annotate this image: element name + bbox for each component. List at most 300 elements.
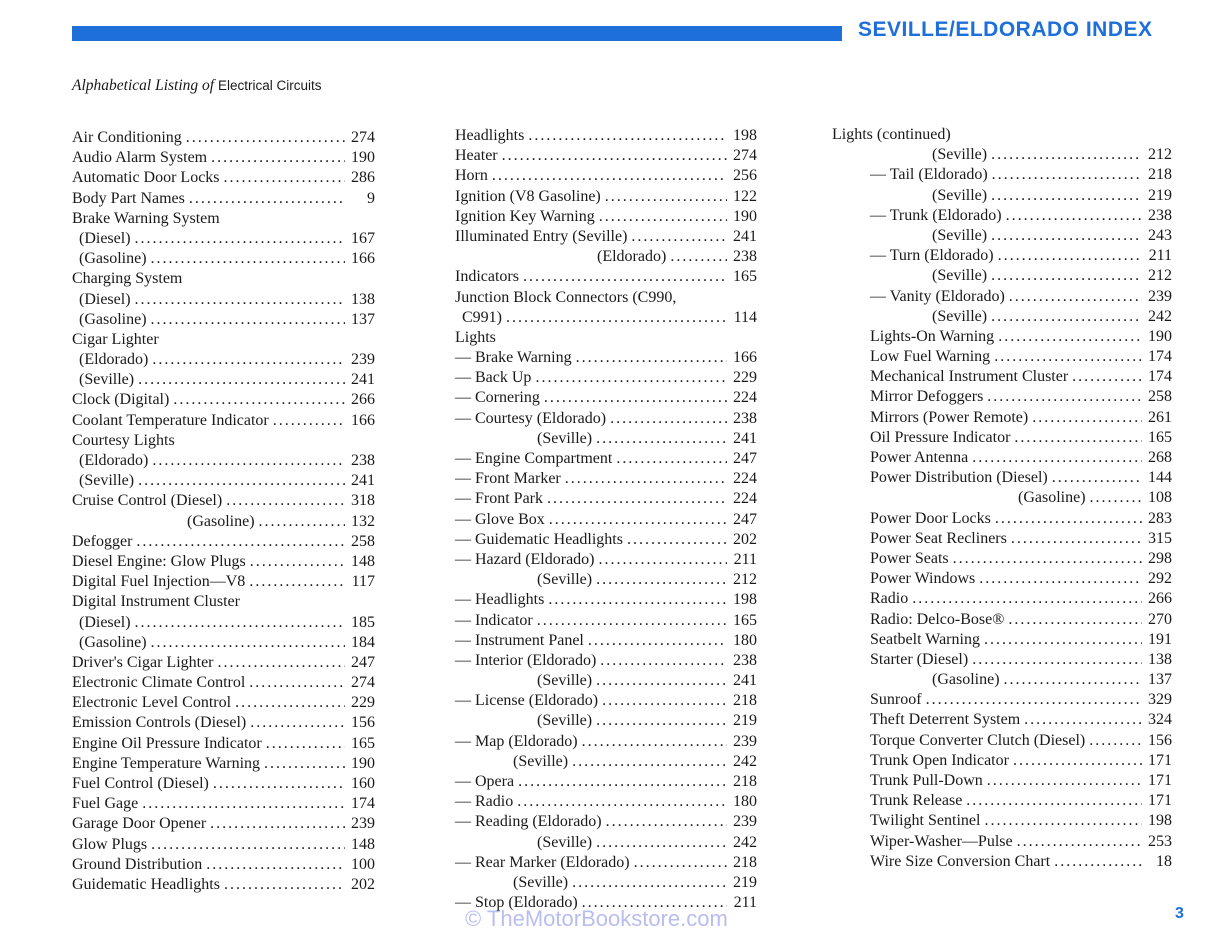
index-entry (832, 530, 1172, 550)
entry-label: — License (Eldorado) (455, 692, 599, 710)
entry-label: — Courtesy (Eldorado) (455, 409, 607, 427)
entry-label: Fuel Gage (72, 795, 139, 813)
entry-label: Radio: Delco-Bose® (870, 610, 1005, 628)
entry-page: 298 (1148, 549, 1172, 567)
dot-leader (523, 268, 727, 286)
entry-page: 242 (733, 752, 757, 770)
index-entry (455, 329, 757, 349)
entry-label: Air Conditioning (72, 129, 182, 146)
dot-leader (186, 129, 345, 147)
index-entry (832, 812, 1172, 832)
index-entry (72, 250, 375, 270)
dot-leader (249, 573, 345, 591)
entry-page: 329 (1148, 691, 1172, 709)
index-entry (72, 735, 375, 755)
dot-leader (565, 470, 727, 488)
index-entry (455, 309, 757, 329)
entry-label: Mirror Defoggers (870, 388, 984, 406)
index-entry (72, 533, 375, 553)
index-entry (72, 452, 375, 472)
dot-leader (506, 309, 727, 327)
index-entry (832, 368, 1172, 388)
dot-leader (173, 391, 345, 409)
index-entry (72, 351, 375, 371)
dot-leader (151, 836, 345, 854)
entry-page: 211 (733, 550, 757, 568)
entry-label: C991) (462, 308, 502, 326)
entry-label: — Vanity (Eldorado) (870, 287, 1005, 305)
entry-label: (Eldorado) (79, 452, 149, 469)
dot-leader (1089, 732, 1142, 750)
dot-leader (213, 775, 345, 793)
dot-leader (1013, 752, 1142, 770)
dot-leader (151, 250, 345, 268)
entry-label: — Trunk (Eldorado) (870, 206, 1002, 224)
index-entry (455, 289, 757, 309)
entry-label: (Seville) (932, 146, 988, 164)
index-column-1 (72, 129, 375, 896)
entry-page: 239 (733, 813, 757, 831)
dot-leader (605, 188, 727, 206)
dot-leader (596, 430, 727, 448)
index-entry (72, 371, 375, 391)
entry-page: 166 (733, 349, 757, 367)
entry-label: Lights (continued) (832, 126, 951, 143)
dot-leader (547, 490, 727, 508)
index-entry (455, 753, 757, 773)
entry-label: (Seville) (932, 226, 988, 244)
index-entry (72, 129, 375, 149)
entry-label: Power Antenna (870, 449, 969, 466)
index-entry (455, 854, 757, 874)
entry-page: 180 (733, 793, 757, 811)
entry-label: — Rear Marker (Eldorado) (455, 853, 630, 871)
index-entry (832, 328, 1172, 348)
entry-label: — Opera (455, 773, 515, 790)
dot-leader (1008, 611, 1142, 629)
entry-page: 247 (733, 450, 757, 467)
dot-leader (264, 755, 345, 773)
dot-leader (572, 753, 727, 771)
index-entry (455, 692, 757, 712)
entry-label: Power Seat Recliners (870, 529, 1007, 547)
entry-page: 171 (1148, 792, 1172, 810)
entry-label: — Guidematic Headlights (455, 530, 623, 548)
index-entry (832, 631, 1172, 651)
index-entry (455, 167, 757, 187)
index-entry (455, 672, 757, 692)
index-entry (72, 472, 375, 492)
entry-page: 241 (733, 429, 757, 447)
entry-label: Power Seats (870, 549, 949, 567)
entry-label: (Diesel) (79, 613, 131, 631)
index-entry (72, 634, 375, 654)
index-entry (832, 469, 1172, 489)
index-entry (455, 793, 757, 813)
dot-leader (596, 834, 727, 852)
dot-leader (972, 651, 1142, 669)
index-entry (832, 570, 1172, 590)
entry-page: 165 (1148, 428, 1172, 446)
entry-page: 138 (1148, 650, 1172, 668)
index-entry (455, 591, 757, 611)
entry-page: 190 (733, 207, 757, 225)
dot-leader (606, 813, 727, 831)
dot-leader (1052, 469, 1142, 487)
index-entry (72, 876, 375, 896)
index-entry (832, 267, 1172, 287)
dot-leader (596, 571, 727, 589)
index-entry (455, 551, 757, 571)
dot-leader (991, 308, 1142, 326)
index-entry (832, 611, 1172, 631)
dot-leader (602, 692, 727, 710)
index-entry (455, 652, 757, 672)
entry-label: Clock (Digital) (72, 391, 170, 409)
dot-leader (210, 815, 345, 833)
entry-label: Lights-On Warning (870, 327, 995, 345)
entry-label: Digital Instrument Cluster (72, 593, 240, 611)
entry-page: 211 (1148, 247, 1172, 265)
entry-page: 247 (733, 510, 757, 528)
index-entry (72, 755, 375, 775)
dot-leader (273, 412, 345, 430)
entry-label: Charging System (72, 270, 183, 288)
dot-leader (596, 672, 727, 690)
index-entry (72, 432, 375, 452)
entry-label: — Cornering (455, 389, 540, 407)
index-entry (832, 449, 1172, 469)
entry-page: 266 (351, 391, 375, 409)
index-entry (832, 348, 1172, 368)
index-entry (832, 550, 1172, 570)
entry-label: Mechanical Instrument Cluster (870, 368, 1069, 386)
entry-page: 198 (733, 591, 757, 609)
entry-label: — Reading (Eldorado) (455, 813, 602, 831)
index-entry (455, 834, 757, 854)
dot-leader (599, 551, 728, 569)
dot-leader (627, 531, 727, 549)
header-rule (72, 26, 842, 41)
entry-page: 239 (733, 732, 757, 750)
index-entry (832, 409, 1172, 429)
entry-label: (Seville) (537, 712, 593, 730)
entry-label: Electronic Level Control (72, 694, 232, 712)
entry-page: 283 (1148, 509, 1172, 527)
dot-leader (991, 267, 1142, 285)
dot-leader (984, 812, 1142, 830)
entry-label: Torque Converter Clutch (Diesel) (870, 731, 1086, 749)
entry-label: — Stop (Eldorado) (455, 894, 578, 912)
index-entry (72, 492, 375, 512)
entry-page: 137 (351, 310, 375, 328)
dot-leader (634, 854, 727, 872)
index-column-2 (455, 127, 757, 914)
index-entry (832, 853, 1172, 873)
entry-page: 218 (733, 853, 757, 871)
dot-leader (991, 227, 1142, 245)
entry-label: Trunk Release (870, 792, 963, 810)
dot-leader (549, 511, 727, 529)
dot-leader (1054, 853, 1142, 871)
index-entry (72, 149, 375, 169)
page-title: SEVILLE/ELDORADO INDEX (858, 18, 1153, 41)
index-entry (72, 856, 375, 876)
dot-leader (966, 792, 1142, 810)
entry-page: 18 (1156, 852, 1172, 870)
dot-leader (537, 612, 727, 630)
entry-page: 212 (1148, 267, 1172, 285)
entry-label: — Interior (Eldorado) (455, 651, 597, 669)
entry-page: 174 (1148, 368, 1172, 386)
entry-page: 286 (351, 169, 375, 187)
entry-label: (Diesel) (79, 229, 131, 247)
entry-label: Power Windows (870, 570, 976, 588)
entry-page: 229 (733, 369, 757, 387)
index-entry (72, 190, 375, 210)
entry-page: 219 (733, 873, 757, 891)
dot-leader (972, 449, 1142, 467)
dot-leader (138, 371, 345, 389)
index-entry (832, 752, 1172, 772)
dot-leader (572, 874, 727, 892)
entry-label: — Back Up (455, 369, 532, 387)
index-entry (455, 733, 757, 753)
entry-label: (Gasoline) (79, 250, 147, 268)
dot-leader (979, 570, 1142, 588)
dot-leader (1072, 368, 1142, 386)
entry-page: 165 (733, 268, 757, 286)
index-entry (832, 207, 1172, 227)
entry-page: 274 (733, 147, 757, 165)
index-entry (72, 614, 375, 634)
entry-page: 274 (351, 129, 375, 146)
index-entry (455, 773, 757, 793)
dot-leader (151, 311, 345, 329)
subtitle-rest: Electrical Circuits (217, 78, 322, 93)
entry-label: (Gasoline) (79, 633, 147, 651)
entry-page: 224 (733, 490, 757, 508)
dot-leader (226, 492, 345, 510)
index-entry (832, 711, 1172, 731)
entry-label: (Seville) (79, 371, 135, 389)
entry-label: Radio (870, 590, 909, 608)
index-entry (72, 331, 375, 351)
dot-leader (588, 632, 727, 650)
dot-leader (912, 590, 1142, 608)
entry-page: 238 (1148, 206, 1172, 224)
entry-page: 238 (733, 651, 757, 669)
entry-page: 239 (351, 815, 375, 833)
index-entry (832, 590, 1172, 610)
dot-leader (138, 472, 345, 490)
index-column-3 (832, 126, 1172, 873)
dot-leader (582, 733, 727, 751)
entry-page: 202 (733, 530, 757, 548)
entry-label: Oil Pressure Indicator (870, 428, 1011, 446)
dot-leader (249, 674, 345, 692)
entry-label: (Seville) (932, 267, 988, 285)
entry-label: Automatic Door Locks (72, 169, 220, 187)
dot-leader (1032, 409, 1142, 427)
entry-label: Trunk Pull-Down (870, 772, 983, 789)
entry-label: Sunroof (870, 691, 922, 709)
index-entry (72, 230, 375, 250)
dot-leader (987, 772, 1142, 790)
entry-page: 218 (733, 692, 757, 710)
dot-leader (994, 348, 1142, 366)
entry-page: 171 (1148, 751, 1172, 769)
index-entry (455, 430, 757, 450)
entry-page: 165 (733, 611, 757, 629)
dot-leader (987, 388, 1142, 406)
entry-page: 137 (1148, 671, 1172, 689)
dot-leader (136, 533, 345, 551)
index-entry (832, 510, 1172, 530)
index-entry (455, 511, 757, 531)
index-entry (832, 833, 1172, 853)
entry-label: Theft Deterrent System (870, 711, 1021, 729)
entry-page: 117 (351, 573, 375, 591)
dot-leader (991, 187, 1142, 205)
entry-label: (Seville) (932, 307, 988, 325)
entry-page: 218 (733, 773, 757, 790)
entry-page: 212 (1148, 146, 1172, 164)
entry-page: 190 (351, 754, 375, 772)
entry-label: (Eldorado) (597, 248, 667, 266)
dot-leader (235, 694, 345, 712)
entry-page: 167 (351, 229, 375, 247)
entry-page: 241 (733, 672, 757, 690)
entry-page: 122 (733, 187, 757, 205)
entry-label: (Seville) (79, 472, 135, 490)
dot-leader (548, 591, 727, 609)
dot-leader (995, 510, 1142, 528)
entry-label: Starter (Diesel) (870, 650, 969, 668)
dot-leader (151, 634, 345, 652)
index-entry (832, 288, 1172, 308)
index-entry (72, 412, 375, 432)
entry-label: Indicators (455, 268, 519, 286)
index-entry (832, 388, 1172, 408)
dot-leader (991, 146, 1142, 164)
entry-page: 174 (351, 795, 375, 813)
entry-label: (Seville) (537, 571, 593, 589)
dot-leader (992, 166, 1142, 184)
dot-leader (1011, 530, 1142, 548)
dot-leader (1090, 489, 1142, 507)
entry-label: (Seville) (537, 429, 593, 447)
entry-label: — Brake Warning (455, 349, 572, 367)
dot-leader (631, 228, 727, 246)
dot-leader (616, 450, 727, 468)
entry-page: 190 (1148, 327, 1172, 345)
index-entry (455, 813, 757, 833)
entry-page: 318 (351, 492, 375, 510)
dot-leader (152, 351, 345, 369)
entry-page: 253 (1148, 832, 1172, 850)
index-entry (455, 531, 757, 551)
index-entry (832, 166, 1172, 186)
entry-label: (Gasoline) (187, 512, 255, 530)
entry-label: Wiper-Washer—Pulse (870, 832, 1013, 850)
entry-label: — Headlights (455, 591, 545, 609)
entry-page: 324 (1148, 711, 1172, 729)
dot-leader (135, 614, 345, 632)
index-entry (455, 188, 757, 208)
entry-label: — Turn (Eldorado) (870, 247, 994, 265)
index-entry (455, 208, 757, 228)
entry-page: 219 (733, 712, 757, 730)
index-entry (832, 792, 1172, 812)
index-entry (72, 311, 375, 331)
dot-leader (544, 389, 727, 407)
index-entry (72, 210, 375, 230)
entry-page: 258 (1148, 388, 1172, 406)
entry-page: 239 (1148, 287, 1172, 305)
index-entry (832, 772, 1172, 792)
index-entry (832, 146, 1172, 166)
dot-leader (135, 230, 345, 248)
index-entry (832, 489, 1172, 509)
entry-page: 266 (1148, 590, 1172, 608)
index-entry (72, 593, 375, 613)
entry-label: Power Door Locks (870, 509, 991, 527)
watermark: © TheMotorBookstore.com (465, 906, 728, 931)
entry-label: Digital Fuel Injection—V8 (72, 573, 246, 591)
index-entry (455, 127, 757, 147)
entry-page: 174 (1148, 348, 1172, 366)
entry-page: 243 (1148, 226, 1172, 244)
entry-page: 160 (351, 775, 375, 792)
dot-leader (142, 795, 345, 813)
entry-page: 132 (351, 512, 375, 530)
entry-page: 241 (351, 371, 375, 389)
entry-label: Illuminated Entry (Seville) (455, 227, 628, 245)
entry-label: Glow Plugs (72, 835, 148, 853)
entry-label: (Seville) (932, 186, 988, 204)
entry-label: Diesel Engine: Glow Plugs (72, 552, 246, 570)
entry-page: 238 (351, 452, 375, 469)
index-entry (455, 349, 757, 369)
dot-leader (517, 793, 727, 811)
entry-page: 224 (733, 470, 757, 488)
dot-leader (1017, 833, 1142, 851)
entry-label: Defogger (72, 532, 133, 550)
dot-leader (518, 773, 727, 791)
entry-label: (Eldorado) (79, 351, 149, 369)
dot-leader (224, 169, 345, 187)
entry-page: 212 (733, 571, 757, 589)
index-entry (832, 126, 1172, 146)
entry-page: 256 (733, 167, 757, 185)
entry-label: Trunk Open Indicator (870, 751, 1009, 769)
index-entry (72, 553, 375, 573)
index-entry (455, 632, 757, 652)
entry-page: 148 (351, 552, 375, 570)
dot-leader (596, 712, 727, 730)
dot-leader (250, 714, 345, 732)
entry-label: — Indicator (455, 611, 533, 629)
entry-label: — Front Park (455, 490, 543, 508)
entry-page: 165 (351, 734, 375, 752)
entry-label: Ground Distribution (72, 855, 203, 873)
entry-label: Mirrors (Power Remote) (870, 408, 1029, 426)
dot-leader (218, 654, 345, 672)
entry-label: — Glove Box (455, 510, 545, 528)
entry-page: 166 (351, 250, 375, 268)
entry-page: 241 (733, 227, 757, 245)
